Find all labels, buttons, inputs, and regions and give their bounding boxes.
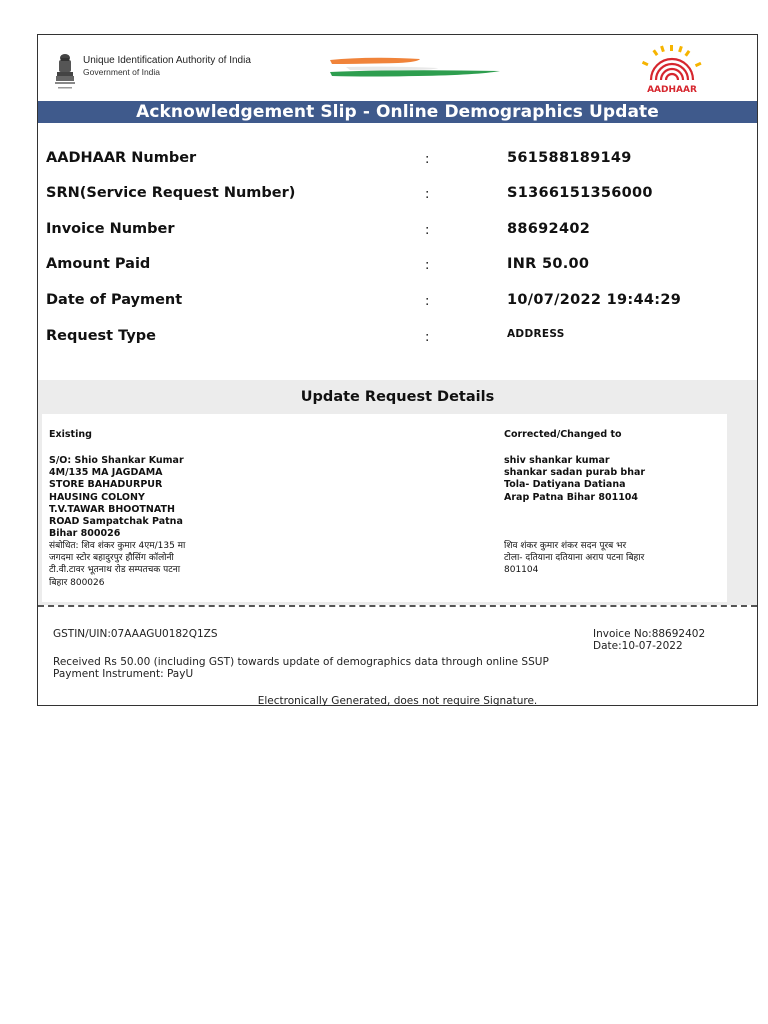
update-request-title: Update Request Details bbox=[300, 389, 495, 405]
row-colon: : bbox=[425, 223, 430, 238]
changed-address-hindi: शिव शंकर कुमार शंकर सदन पूरब भर टोला- दतियाना दतियाना अराप पटना बिहार 801104 bbox=[504, 541, 645, 576]
row-colon: : bbox=[425, 152, 430, 167]
update-request-details bbox=[42, 414, 727, 602]
row-aadhaar-number bbox=[38, 150, 757, 170]
existing-header: Existing bbox=[49, 429, 92, 440]
row-colon: : bbox=[425, 330, 430, 345]
organization-name bbox=[83, 55, 251, 78]
dashed-divider bbox=[38, 605, 757, 607]
row-colon: : bbox=[425, 258, 430, 273]
row-label: Request Type bbox=[46, 328, 156, 344]
row-request-type bbox=[38, 328, 757, 348]
invoice-no-text: Invoice No:88692402 bbox=[593, 628, 706, 640]
org-name-line2: Government of India bbox=[83, 67, 161, 77]
row-label: SRN(Service Request Number) bbox=[46, 185, 296, 201]
row-value: ADDRESS bbox=[507, 328, 565, 340]
gstin-text: GSTIN/UIN:07AAAGU0182Q1ZS bbox=[53, 628, 218, 640]
aadhaar-logo-icon bbox=[635, 44, 709, 94]
received-text: Received Rs 50.00 (including GST) towards update of demographics data through online SSUP bbox=[53, 656, 549, 668]
slip-header bbox=[38, 35, 757, 101]
row-amount-paid bbox=[38, 256, 757, 276]
acknowledgement-slip bbox=[37, 34, 758, 706]
row-colon: : bbox=[425, 187, 430, 202]
row-label: Invoice Number bbox=[46, 221, 175, 237]
row-value: INR 50.00 bbox=[507, 256, 590, 272]
row-label: AADHAAR Number bbox=[46, 150, 197, 166]
row-label: Date of Payment bbox=[46, 292, 183, 308]
existing-address: S/O: Shio Shankar Kumar 4M/135 MA JAGDAMA STORE BAHADURPUR HAUSING COLONY T.V.TAWAR BHOOTNATH ROAD Sampatchak Patna Bihar 800026 bbox=[49, 455, 184, 540]
page-title: Acknowledgement Slip - Online Demographics Update bbox=[38, 101, 757, 123]
payment-instrument-text: Payment Instrument: PayU bbox=[53, 668, 194, 680]
row-value: 10/07/2022 19:44:29 bbox=[507, 292, 682, 308]
tricolor-brush-icon bbox=[328, 56, 503, 80]
invoice-date-text: Date:10-07-2022 bbox=[593, 640, 683, 652]
org-name-line1: Unique Identification Authority of India bbox=[83, 55, 251, 66]
row-value: 88692402 bbox=[507, 221, 591, 237]
electronic-note: Electronically Generated, does not require Signature. bbox=[257, 695, 538, 707]
update-request-section bbox=[38, 380, 757, 605]
row-value: S1366151356000 bbox=[507, 185, 653, 201]
row-value: 561588189149 bbox=[507, 150, 632, 166]
row-date-of-payment bbox=[38, 292, 757, 312]
existing-address-hindi: संबोधित: शिव शंकर कुमार 4एम/135 मा जगदमा स्टोर बहादुरपुर हौसिंग कॉलोनी टी.वी.टावर भूतनाथ रोड सम्पतचक पटना बिहार 800026 bbox=[49, 541, 186, 588]
row-invoice-number bbox=[38, 221, 757, 241]
national-emblem-icon bbox=[52, 52, 78, 94]
row-label: Amount Paid bbox=[46, 256, 151, 272]
changed-header: Corrected/Changed to bbox=[504, 429, 622, 440]
changed-address: shiv shankar kumar shankar sadan purab bhar Tola- Datiyana Datiana Arap Patna Bihar 801104 bbox=[504, 455, 646, 503]
row-colon: : bbox=[425, 294, 430, 309]
aadhaar-logo-text: AADHAAR bbox=[647, 85, 697, 94]
row-srn bbox=[38, 185, 757, 205]
